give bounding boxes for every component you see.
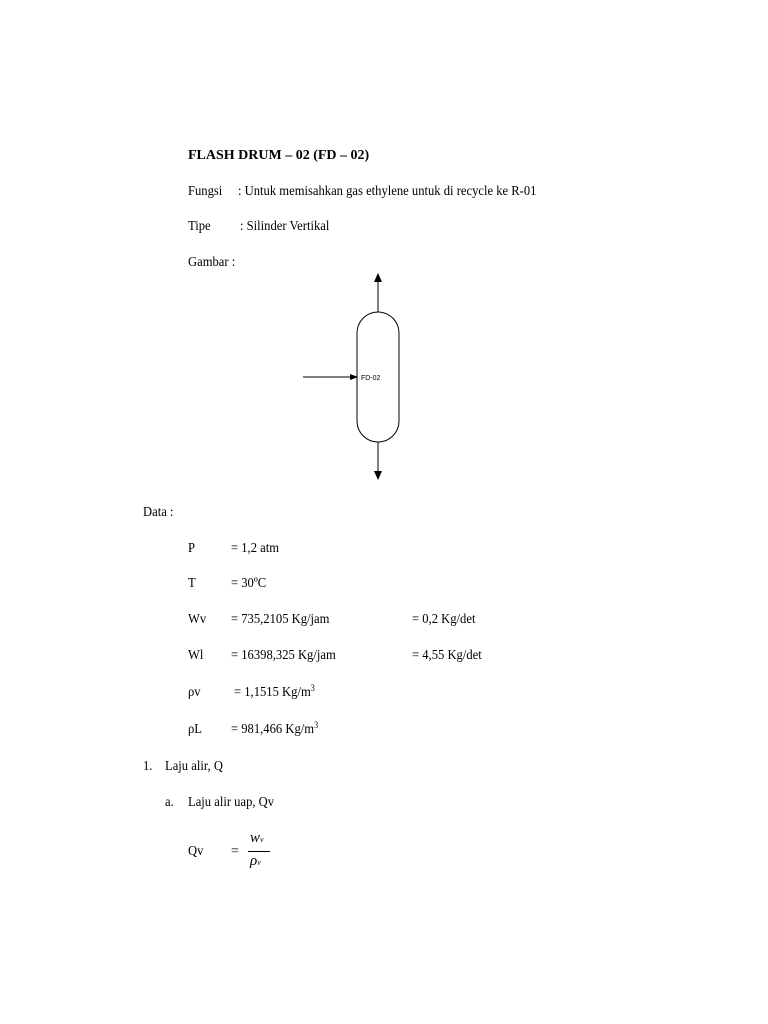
data-row-value: = 735,2105 Kg/jam <box>231 612 330 627</box>
data-row-sym: Wl <box>188 648 204 663</box>
numerator-symbol: w <box>250 830 261 846</box>
gambar-label: Gambar : <box>188 255 236 270</box>
vessel-label: FD-02 <box>361 375 381 382</box>
fraction-bar <box>248 851 270 852</box>
flash-drum-diagram <box>290 268 420 484</box>
section-title: Laju alir, Q <box>165 759 223 774</box>
data-row-sym: Wv <box>188 612 207 627</box>
formula-lhs: Qv <box>188 844 204 859</box>
tipe-label: Tipe <box>188 219 211 234</box>
page-title: FLASH DRUM – 02 (FD – 02) <box>188 148 370 163</box>
formula-denominator <box>250 853 261 870</box>
data-row-sym: ρv <box>188 685 201 700</box>
data-row-value: = 30ºC <box>231 576 267 591</box>
data-row-sym: T <box>188 576 196 591</box>
fungsi-label: Fungsi <box>188 184 223 199</box>
tipe-value: : Silinder Vertikal <box>240 219 330 234</box>
data-label: Data : <box>143 505 174 520</box>
section-number: 1. <box>143 759 153 774</box>
subsection-letter: a. <box>165 795 174 810</box>
formula-equals: = <box>231 844 239 859</box>
data-row-value: = 1,2 atm <box>231 541 280 556</box>
data-row-value: = 981,466 Kg/m <box>231 722 315 737</box>
data-row-value: = 16398,325 Kg/jam <box>231 648 336 663</box>
data-row-value-wrap <box>231 722 318 738</box>
data-row-value: = 1,1515 Kg/m <box>234 685 311 700</box>
liquid-outlet-arrow-icon <box>374 471 382 480</box>
data-row-sym: P <box>188 541 196 556</box>
data-row-value-secondary: = 0,2 Kg/det <box>412 612 476 627</box>
denominator-symbol: ρ <box>250 853 258 869</box>
subsection-title: Laju alir uap, Qv <box>188 795 275 810</box>
fungsi-value: : Untuk memisahkan gas ethylene untuk di recycle ke R-01 <box>238 184 537 199</box>
data-row-value-secondary: = 4,55 Kg/det <box>412 648 482 663</box>
data-row-value-wrap <box>234 685 315 701</box>
formula-numerator <box>250 830 264 847</box>
numerator-subscript: v <box>260 835 264 844</box>
data-row-sym: ρL <box>188 722 202 737</box>
unit-exponent: 3 <box>314 720 319 730</box>
vapor-outlet-arrow-icon <box>374 273 382 282</box>
unit-exponent: 3 <box>310 683 315 693</box>
denominator-subscript: v <box>257 858 261 867</box>
